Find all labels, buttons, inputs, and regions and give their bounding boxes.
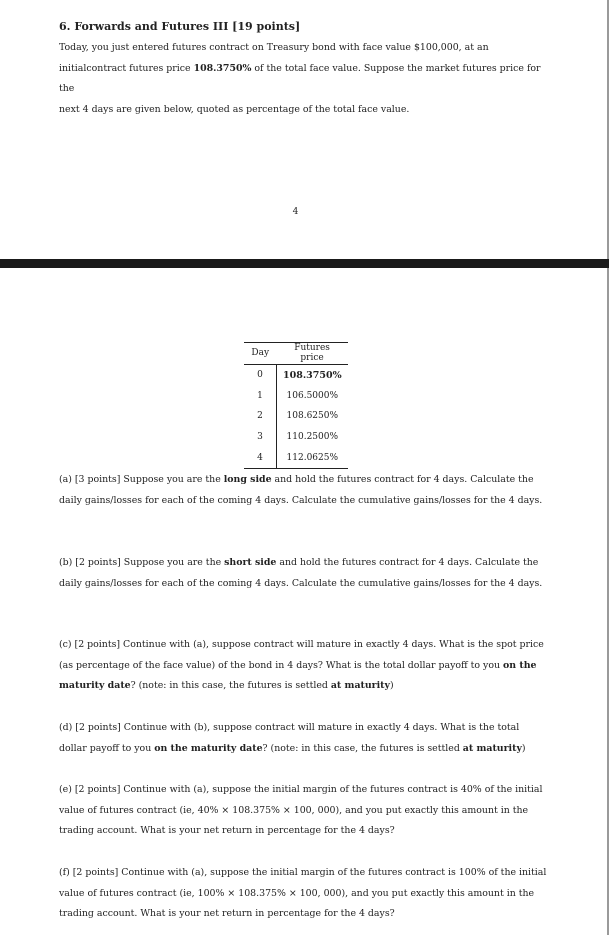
problem-intro: Today, you just entered futures contract on Treasury bond with face value $100,000, at an initialcontract futures price 108.3750% of the total face value. Suppose the market futures price for the next 4 days are given below, quoted as percentage of the total face value. xyxy=(59,42,541,116)
futures-price-table xyxy=(244,342,348,469)
table-row xyxy=(244,447,348,468)
page-1 xyxy=(0,0,609,259)
question-f: (f) [2 points] Continue with (a), suppose the initial margin of the futures contract is 100% of the initial value of futures contract (ie, 100% × 108.375% × 100, 000), and you put exactly this amount in the trading account. What is your net return in percentage for the 4 days? xyxy=(59,867,547,920)
emphasis-text: long side xyxy=(223,474,272,485)
table-cell-price: 106.5000% xyxy=(286,390,339,401)
table-cell-day: 0 xyxy=(244,364,277,385)
table-cell-day: 3 xyxy=(244,427,277,448)
emphasis-text: short side xyxy=(224,557,277,568)
table-cell-price: 112.0625% xyxy=(277,447,348,468)
emphasis-text: at maturity xyxy=(462,742,522,754)
question-a: (a) [3 points] Suppose you are the long side and hold the futures contract for 4 days. Calculate the daily gains/losses for each of the coming 4 days. Calculate the cumulative gains/losses for the 4 days. xyxy=(59,474,543,506)
page-2 xyxy=(0,268,609,935)
question-c: (c) [2 points] Continue with (a), suppose contract will mature in exactly 4 days. What is the spot price (as percentage of the face value) of the bond in 4 days? What is the total dollar payoff to you on the maturity date? (note: in this case, the futures is settled at maturity) xyxy=(59,639,544,692)
table-row xyxy=(244,406,348,427)
page-break-divider xyxy=(0,259,609,268)
table-cell-price: 110.2500% xyxy=(286,432,339,443)
emphasis-text: at maturity xyxy=(330,680,390,692)
table-row xyxy=(244,364,348,385)
emphasis-text: 108.3750% xyxy=(193,62,252,74)
table-cell-price: 108.3750% xyxy=(283,369,342,381)
question-e: (e) [2 points] Continue with (a), suppose the initial margin of the futures contract is 40% of the initial value of futures contract (ie, 40% × 108.375% × 100, 000), and you put exactly this amount in the trading account. What is your net return in percentage for the 4 days? xyxy=(59,784,543,837)
table-cell-day: 4 xyxy=(244,447,277,468)
table-cell-price: 108.6250% xyxy=(286,411,339,422)
table-cell-day: 2 xyxy=(244,406,277,427)
question-d: (d) [2 points] Continue with (b), suppose contract will mature in exactly 4 days. What is the total dollar payoff to you on the maturity date? (note: in this case, the futures is settled at maturity) xyxy=(59,722,526,754)
table-row xyxy=(244,427,348,448)
table-header-day: Day xyxy=(244,343,277,365)
emphasis-text: on the maturity date xyxy=(59,659,537,692)
table-row xyxy=(244,385,348,406)
page-number: 4 xyxy=(292,207,299,217)
table-header-price: Futures price xyxy=(277,343,348,365)
question-b: (b) [2 points] Suppose you are the short side and hold the futures contract for 4 days. Calculate the daily gains/losses for each of the coming 4 days. Calculate the cumulative gains/losses for the 4 days. xyxy=(59,557,543,589)
emphasis-text: on the maturity date xyxy=(154,742,263,754)
table-cell-day: 1 xyxy=(244,385,277,406)
problem-heading: 6. Forwards and Futures III [19 points] xyxy=(59,20,301,33)
